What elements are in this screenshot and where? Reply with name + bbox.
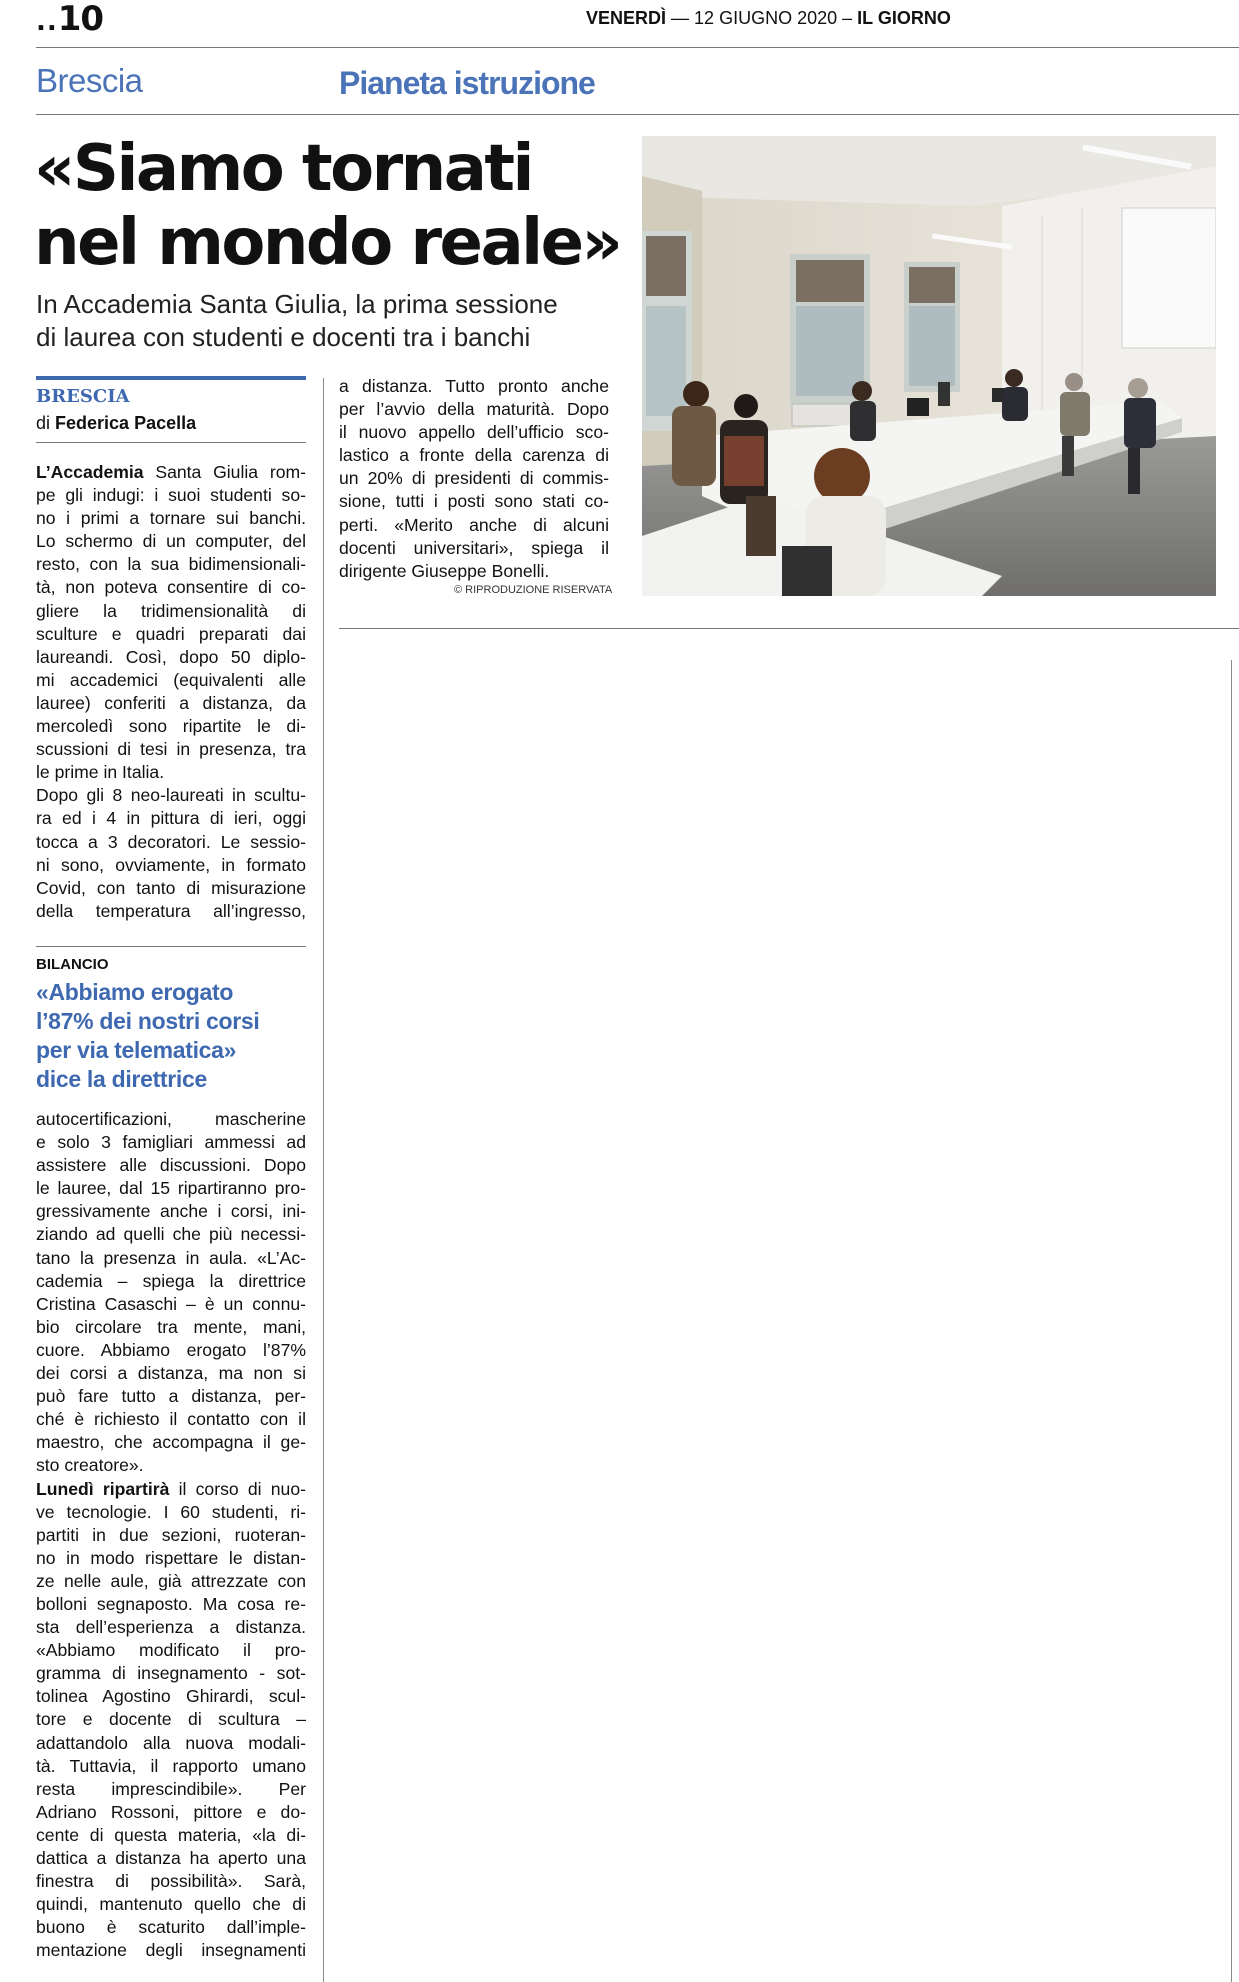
body-line: il nuovo appello dell’ufficio sco-: [339, 422, 609, 443]
body-line: le lauree, dal 15 ripartiranno pro-: [36, 1178, 306, 1199]
body-line: gressivamente anche i corsi, ini-: [36, 1201, 306, 1222]
body-line: mentazione degli insegnamenti: [36, 1940, 306, 1961]
body-line: cademia – spiega la direttrice: [36, 1270, 306, 1291]
box-title-line: l’87% dei nostri corsi: [36, 1008, 260, 1034]
body-line: per l’avvio della maturità. Dopo: [339, 399, 609, 420]
body-line: docenti universitari», spiega il: [339, 537, 609, 558]
body-line: [36, 1478, 306, 1501]
body-line: tore e docente di scultura –: [36, 1709, 306, 1730]
article-photo: [642, 136, 1216, 596]
body-line: dei corsi a distanza, ma non si: [36, 1363, 306, 1384]
body-line: no i primi a tornare sui banchi.: [36, 508, 306, 529]
body-line: ra ed i 4 in pittura di ieri, oggi: [36, 808, 306, 829]
body-line: ni sono, ovviamente, in formato: [36, 854, 306, 875]
page-number-value: 10: [57, 0, 104, 39]
body-line: bolloni segnaposto. Ma cosa re-: [36, 1593, 306, 1614]
box-title-line: «Abbiamo erogato: [36, 979, 234, 1005]
body-line: le prime in Italia.: [36, 762, 165, 783]
byline-rule: [36, 376, 306, 380]
headline-line: nel mondo reale»: [34, 206, 621, 280]
body-lead-rest: il corso di nuo-: [169, 1478, 306, 1499]
body-line: assistere alle discussioni. Dopo: [36, 1155, 306, 1176]
body-line: ze nelle aule, già attrezzate con: [36, 1570, 306, 1591]
body-line: quindi, mantenuto quello che di: [36, 1894, 306, 1915]
body-line: a distanza. Tutto pronto anche: [339, 376, 609, 396]
subtitle: [36, 288, 636, 354]
body-line: Lo schermo di un computer, del: [36, 531, 306, 552]
body-line: dirigente Giuseppe Bonelli.: [339, 560, 550, 581]
body-line: laureandi. Così, dopo 50 diplo-: [36, 646, 306, 667]
copyright-notice: © RIPRODUZIONE RISERVATA: [454, 584, 613, 596]
body-line: mercoledì sono ripartite le di-: [36, 716, 306, 737]
dateline-separator: —: [671, 8, 690, 28]
body-line: e solo 3 famigliari ammessi ad: [36, 1132, 306, 1153]
column-divider: [323, 378, 324, 1982]
section-city: Brescia: [36, 62, 143, 99]
body-line: tà, non poteva consentire di co-: [36, 577, 306, 598]
author-name: Federica Pacella: [55, 413, 197, 433]
classroom-photo-illustration: [642, 136, 1216, 596]
byline-author: [36, 411, 196, 435]
byline-bottom-rule: [36, 442, 306, 443]
section-topic: Pianeta istruzione: [339, 65, 595, 101]
byline-place: BRESCIA: [36, 386, 130, 407]
headline-line: «Siamo tornati: [34, 132, 532, 206]
body-line: gliere la tridimensionalità di: [36, 600, 306, 621]
subtitle-line: In Accademia Santa Giulia, la prima sessione: [36, 289, 558, 319]
box-title-line: dice la direttrice: [36, 1066, 208, 1092]
body-line: perti. «Merito anche di alcuni: [339, 514, 609, 535]
body-line: maestro, che accompagna il ge-: [36, 1432, 306, 1453]
body-line: sione, tutti i posti sono stati co-: [339, 491, 609, 512]
body-line: dattica a distanza ha aperto una: [36, 1848, 306, 1868]
dateline-day: VENERDÌ: [586, 8, 667, 28]
box-kicker: BILANCIO: [36, 956, 109, 973]
body-line: cente di questa materia, «la di-: [36, 1824, 306, 1845]
header-rule: [36, 47, 1239, 48]
box-rule: [36, 946, 306, 947]
body-lead: L’Accademia: [36, 462, 144, 482]
body-line: resto, con la sua bidimensionali-: [36, 554, 306, 575]
body-line: resta imprescindibile». Per: [36, 1778, 306, 1799]
body-column-1-bottom: [36, 1108, 306, 1962]
body-line: tocca a 3 decoratori. Le sessio-: [36, 831, 306, 852]
body-line: sto creatore».: [36, 1455, 144, 1476]
body-line: partiti in due sezioni, ruoteran-: [36, 1524, 306, 1545]
body-line: bio circolare tra mente, mani,: [36, 1316, 306, 1337]
body-line: mi accademici (equivalenti alle: [36, 669, 306, 690]
body-column-2: [339, 375, 609, 583]
body-line: Dopo gli 8 neo-laureati in scultu-: [36, 785, 306, 806]
dateline-separator: –: [842, 8, 853, 28]
body-line: ché è richiesto il contatto con il: [36, 1409, 306, 1430]
body-line: pe gli indugi: i suoi studenti so-: [36, 485, 306, 506]
article-end-rule: [339, 628, 1239, 629]
body-line: adattandolo alla nuova modali-: [36, 1732, 306, 1753]
body-line: Covid, con tanto di misurazione: [36, 877, 306, 898]
body-line: lauree) conferiti a distanza, da: [36, 692, 306, 713]
section-rule: [36, 114, 1239, 115]
body-lead: Lunedì ripartirà: [36, 1478, 170, 1499]
box-title-line: per via telematica»: [36, 1037, 237, 1063]
column-divider: [1231, 660, 1232, 1982]
body-line: scussioni di tesi in presenza, tra: [36, 739, 306, 760]
newspaper-name: IL GIORNO: [857, 8, 951, 28]
byline-prefix: di: [36, 413, 51, 433]
body-column-1-top: [36, 461, 306, 923]
body-lead-rest: Santa Giulia rom-: [143, 462, 306, 482]
body-line: tolinea Agostino Ghirardi, scul-: [36, 1686, 306, 1707]
box-title: [36, 978, 306, 1094]
body-line: tano la presenza in aula. «L’Ac-: [36, 1247, 306, 1268]
body-line: finestra di possibilità». Sarà,: [36, 1871, 306, 1892]
body-line: [36, 461, 306, 484]
body-line: ve tecnologie. I 60 studenti, ri-: [36, 1501, 306, 1522]
body-line: sculture e quadri preparati dai: [36, 623, 306, 644]
body-line: «Abbiamo modificato il pro-: [36, 1640, 306, 1661]
body-line: Adriano Rossoni, pittore e do-: [36, 1801, 306, 1822]
body-line: della temperatura all’ingresso,: [36, 900, 306, 921]
body-line: lastico a fronte della carenza di: [339, 445, 609, 466]
body-line: buono è scaturito dall’imple-: [36, 1917, 306, 1938]
headline: [34, 132, 634, 280]
subtitle-line: di laurea con studenti e docenti tra i banchi: [36, 322, 531, 352]
body-line: autocertificazioni, mascherine: [36, 1109, 306, 1129]
page-dots: ..: [36, 7, 58, 37]
body-line: Cristina Casaschi – è un connu-: [36, 1293, 306, 1314]
body-line: un 20% di presidenti di commis-: [339, 468, 609, 489]
dateline: [586, 6, 951, 30]
body-line: sta dell’esperienza a distanza.: [36, 1617, 306, 1638]
body-line: può fare tutto a distanza, per-: [36, 1386, 306, 1407]
body-line: cuore. Abbiamo erogato l’87%: [36, 1339, 306, 1360]
body-line: tà. Tuttavia, il rapporto umano: [36, 1755, 306, 1776]
body-line: ziando ad quelli che più necessi-: [36, 1224, 306, 1245]
dateline-date: 12 GIUGNO 2020: [694, 8, 838, 28]
page-number: [36, 0, 103, 38]
body-line: no in modo rispettare le distan-: [36, 1547, 306, 1568]
body-line: gramma di insegnamento - sot-: [36, 1663, 306, 1684]
